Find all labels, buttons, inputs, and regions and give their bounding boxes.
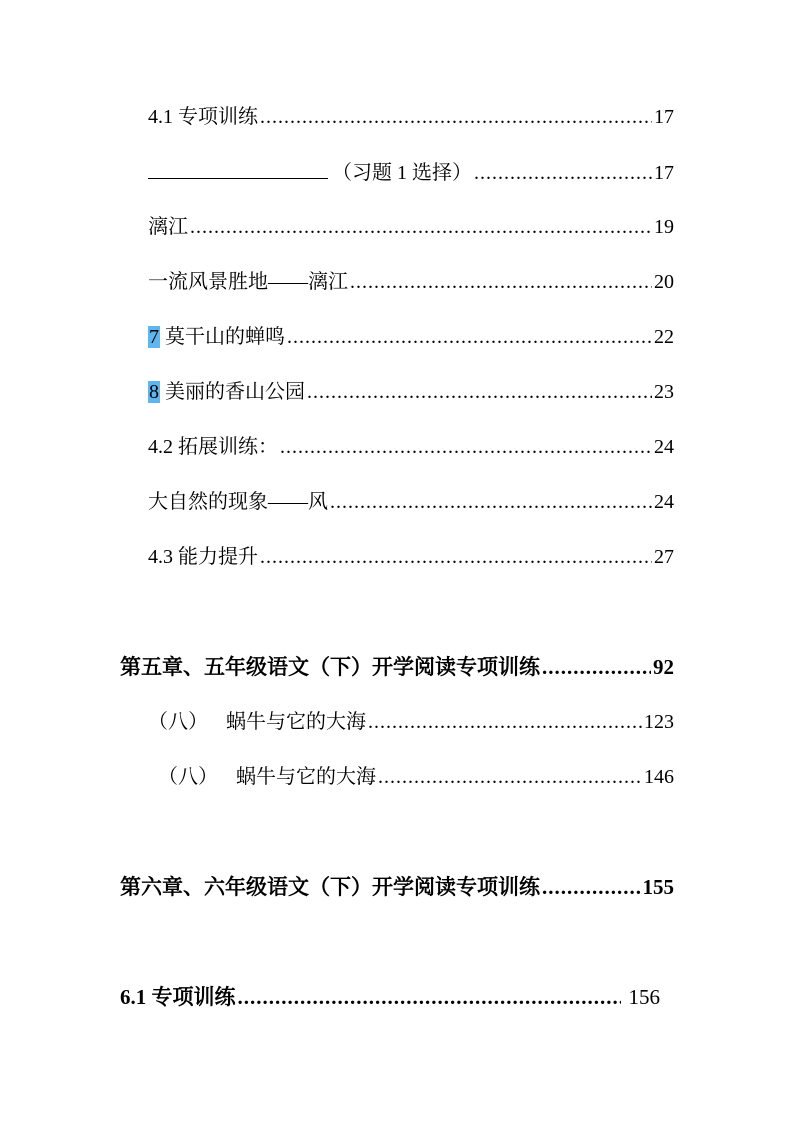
- toc-entry-prefix: （八）: [148, 711, 208, 733]
- toc-entry[interactable]: [148, 158, 674, 187]
- toc-chapter-entry[interactable]: [120, 653, 674, 681]
- dot-leader: [378, 763, 642, 791]
- toc-entry[interactable]: [148, 103, 674, 131]
- toc-entry-title: [158, 763, 376, 791]
- highlighted-number: 7: [149, 326, 159, 348]
- toc-entry-title: 漓江: [148, 216, 188, 238]
- dot-leader: [368, 708, 642, 736]
- dot-leader: [260, 103, 652, 131]
- toc-entry-title: 4.2 拓展训练：: [148, 436, 278, 458]
- toc-entry-title-text: 蜗牛与它的大海: [226, 711, 366, 733]
- toc-entry-title-text: 蜗牛与它的大海: [236, 766, 376, 788]
- toc-entry[interactable]: [148, 543, 674, 571]
- toc-entry-page: 22: [654, 326, 674, 348]
- toc-entry[interactable]: [148, 323, 674, 351]
- toc-entry-page: 123: [644, 711, 674, 733]
- toc-chapter-title: 第五章、五年级语文（下）开学阅读专项训练: [120, 655, 540, 679]
- toc-chapter-entry[interactable]: [120, 873, 674, 901]
- toc-entry[interactable]: [158, 763, 674, 791]
- highlighted-number: 8: [149, 381, 159, 403]
- toc-entry[interactable]: [148, 433, 674, 461]
- toc-entry-page: 17: [654, 162, 674, 184]
- dot-leader: [542, 653, 651, 681]
- dot-leader: [307, 378, 652, 406]
- dot-leader: [238, 983, 621, 1011]
- dot-leader: [280, 433, 652, 461]
- toc-entry-title: 4.1 专项训练: [148, 106, 258, 128]
- toc-chapter-page: 92: [653, 655, 674, 679]
- dot-leader: [190, 213, 652, 241]
- toc-entry-title: [148, 158, 472, 187]
- toc-entry-page: 23: [654, 381, 674, 403]
- toc-section-entry[interactable]: [120, 983, 660, 1011]
- fill-in-blank: [148, 158, 328, 179]
- toc-entry-title: 一流风景胜地——漓江: [148, 271, 348, 293]
- dot-leader: [350, 268, 652, 296]
- toc-entry-page: 24: [654, 491, 674, 513]
- toc-entry-page: 20: [654, 271, 674, 293]
- dot-leader: [287, 323, 652, 351]
- toc-entry-title: [148, 378, 305, 406]
- toc-section-page: 156: [628, 985, 660, 1009]
- toc-entry-page: 19: [654, 216, 674, 238]
- toc-entry-title-text: 莫干山的蝉鸣: [160, 326, 285, 348]
- toc-entry-title: [148, 323, 285, 351]
- toc-entry-page: 17: [654, 106, 674, 128]
- toc-entry-page: 146: [644, 766, 674, 788]
- toc-entry[interactable]: [148, 378, 674, 406]
- toc-entry-title-text: 美丽的香山公园: [160, 381, 305, 403]
- toc-entry-prefix: （八）: [158, 766, 218, 788]
- toc-entry[interactable]: [148, 488, 674, 516]
- dot-leader: [260, 543, 652, 571]
- toc-chapter-page: 155: [642, 875, 674, 899]
- dot-leader: [542, 873, 641, 901]
- toc-section-title: 6.1 专项训练: [120, 985, 236, 1009]
- toc-entry[interactable]: [148, 268, 674, 296]
- toc-entry-title-text: （习题 1 选择）: [332, 162, 472, 184]
- toc-entry-title: [148, 708, 366, 736]
- dot-leader: [474, 159, 652, 187]
- toc-entry-title: 大自然的现象——风: [148, 491, 328, 513]
- toc-entry-page: 27: [654, 546, 674, 568]
- toc-entry-page: 24: [654, 436, 674, 458]
- toc-chapter-title: 第六章、六年级语文（下）开学阅读专项训练: [120, 875, 540, 899]
- toc-entry[interactable]: [148, 708, 674, 736]
- toc-entry-title: 4.3 能力提升: [148, 546, 258, 568]
- dot-leader: [330, 488, 652, 516]
- toc-entry[interactable]: [148, 213, 674, 241]
